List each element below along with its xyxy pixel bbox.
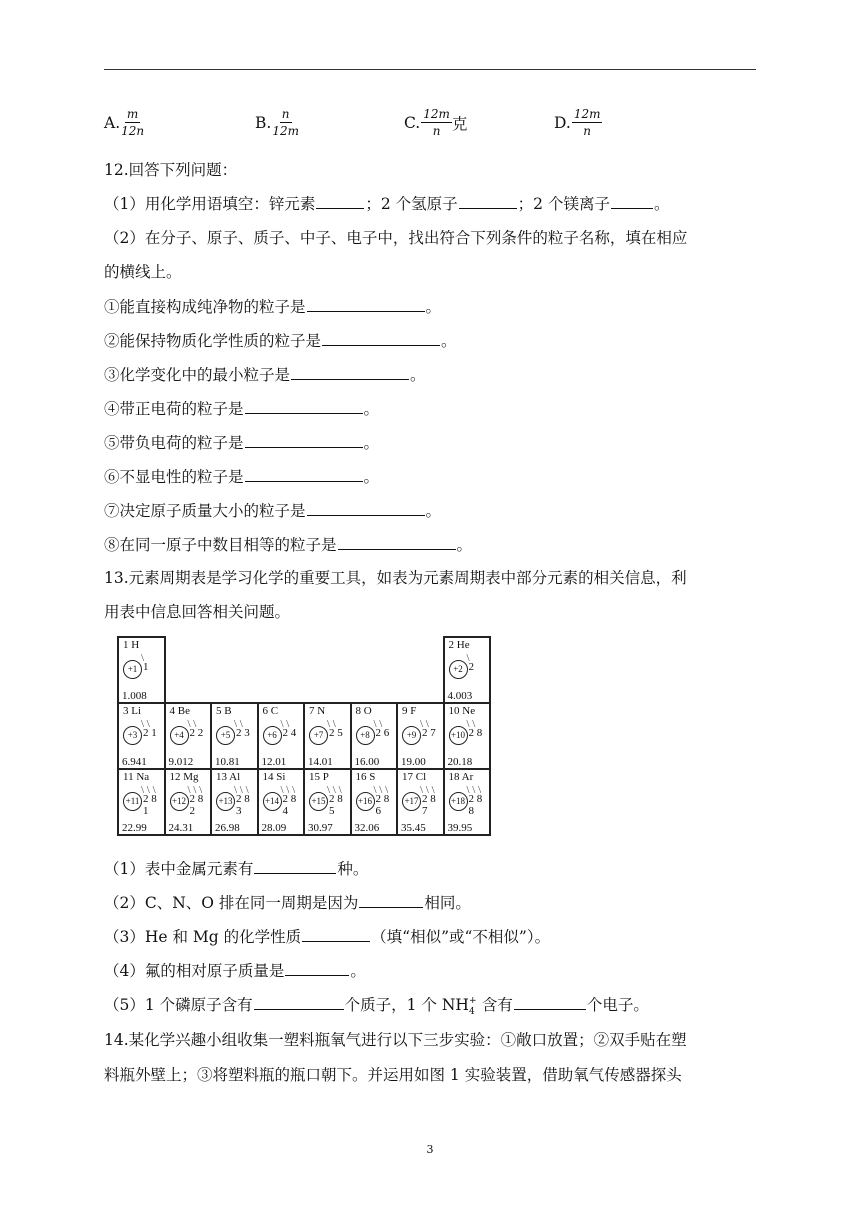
- header-rule: [104, 69, 756, 70]
- text: ⑦决定原子质量大小的粒子是: [104, 502, 306, 520]
- element-symbol: 10 Ne: [448, 705, 476, 717]
- text: 含有: [476, 996, 513, 1014]
- answer-blank[interactable]: [322, 330, 440, 346]
- denominator: n: [432, 124, 441, 138]
- atomic-mass: 16.00: [354, 756, 380, 768]
- electron-shells: 2 8 3: [236, 793, 250, 817]
- fraction: [121, 107, 144, 139]
- atomic-mass: 20.18: [447, 756, 473, 768]
- q13-sub1: [104, 858, 368, 879]
- answer-blank[interactable]: [245, 466, 363, 482]
- shell-arcs: \ \ \: [280, 784, 296, 796]
- q12-item: [104, 364, 426, 385]
- nucleus-circle: +5: [216, 726, 235, 745]
- text: ⑥不显电性的粒子是: [104, 468, 244, 486]
- nucleus-circle: +8: [356, 726, 375, 745]
- electron-shells: 2 7: [422, 727, 436, 739]
- element-symbol: 15 P: [309, 771, 329, 783]
- answer-blank[interactable]: [245, 398, 363, 414]
- element-symbol: 9 F: [402, 705, 417, 717]
- nucleus-circle: +2: [449, 660, 468, 679]
- nucleus-circle: +14: [263, 792, 282, 811]
- electron-shells: 2 1: [143, 727, 157, 739]
- text: ②能保持物质化学性质的粒子是: [104, 332, 322, 350]
- answer-blank[interactable]: [302, 926, 370, 942]
- element-cell-f: [396, 702, 445, 770]
- q12-title: 12.回答下列问题：: [104, 161, 238, 179]
- answer-blank[interactable]: [316, 193, 364, 209]
- element-cell-al: [210, 768, 259, 836]
- atomic-mass: 6.941: [122, 756, 147, 768]
- atomic-mass: 26.98: [215, 822, 240, 834]
- numerator: n: [281, 107, 290, 121]
- denominator: 12m: [272, 124, 299, 138]
- electron-shells: 2 4: [282, 727, 297, 739]
- q12-part2-line2: 的横线上。: [104, 263, 182, 281]
- electron-shells: 2 8 1: [143, 793, 157, 817]
- denominator: n: [583, 124, 591, 138]
- atomic-mass: 24.31: [168, 822, 194, 834]
- text: （3）He 和 Mg 的化学性质: [104, 928, 302, 946]
- electron-shells: 2 6: [375, 727, 390, 739]
- text: （填“相似”或“不相似”）。: [371, 928, 551, 946]
- nucleus-circle: +11: [123, 792, 142, 811]
- option-suffix: 克: [451, 115, 468, 133]
- atomic-mass: 1.008: [122, 690, 147, 702]
- text: 种。: [337, 860, 369, 878]
- element-symbol: 17 Cl: [402, 771, 427, 783]
- answer-blank[interactable]: [254, 994, 344, 1010]
- element-symbol: 14 Si: [262, 771, 286, 783]
- q12-item: [104, 432, 379, 453]
- nucleus-circle: +3: [123, 726, 142, 745]
- ion-scripts: [468, 994, 477, 1017]
- text: 个质子，1 个 NH: [344, 996, 469, 1014]
- nucleus-circle: +9: [402, 726, 421, 745]
- fraction: [272, 107, 299, 139]
- nucleus-circle: +16: [356, 792, 375, 811]
- element-cell-s: [350, 768, 399, 836]
- atomic-mass: 14.01: [308, 756, 333, 768]
- shell-arcs: \ \: [141, 718, 150, 730]
- element-cell-b: [210, 702, 259, 770]
- element-symbol: 16 S: [355, 771, 376, 783]
- element-symbol: 3 Li: [123, 705, 142, 717]
- atomic-mass: 39.95: [447, 822, 473, 834]
- atomic-mass: 12.01: [261, 756, 287, 768]
- text: ；2 个镁离子: [517, 195, 610, 213]
- q12-item: [104, 398, 379, 419]
- element-cell-si: [257, 768, 306, 836]
- element-cell-h: [117, 636, 166, 704]
- electron-shells: 1: [143, 661, 149, 673]
- periodic-table-figure: [117, 636, 489, 834]
- numerator: 12m: [423, 107, 450, 121]
- text: 个电子。: [586, 996, 649, 1014]
- nucleus-circle: +1: [123, 660, 142, 679]
- text: （4）氟的相对原子质量是: [104, 962, 285, 980]
- page-number: 3: [426, 1143, 434, 1156]
- element-symbol: 2 He: [448, 639, 470, 651]
- nucleus-circle: +18: [449, 792, 468, 811]
- electron-shells: 2 8 5: [329, 793, 343, 817]
- numerator: 12m: [573, 107, 601, 121]
- q12-item: [104, 500, 441, 521]
- nucleus-circle: +12: [170, 792, 189, 811]
- element-symbol: 8 O: [355, 705, 372, 717]
- element-cell-p: [303, 768, 352, 836]
- electron-shells: 2 3: [236, 727, 250, 739]
- q14-line1: 14.某化学兴趣小组收集一塑料瓶氧气进行以下三步实验：①敞口放置；②双手贴在塑: [104, 1031, 687, 1049]
- element-symbol: 13 Al: [216, 771, 241, 783]
- element-cell-ar: [443, 768, 492, 836]
- text: 。: [425, 298, 442, 316]
- element-cell-mg: [164, 768, 213, 836]
- text: 。: [363, 400, 380, 418]
- atomic-mass: 4.003: [447, 690, 473, 702]
- q12-item: [104, 330, 457, 351]
- q12-item: [104, 296, 441, 317]
- element-symbol: 12 Mg: [169, 771, 199, 783]
- nucleus-circle: +17: [402, 792, 421, 811]
- answer-blank[interactable]: [514, 994, 586, 1010]
- fraction: [421, 107, 452, 139]
- element-symbol: 11 Na: [123, 771, 150, 783]
- q12-item: [104, 534, 472, 555]
- text: 。: [653, 195, 670, 213]
- electron-shells: 2 8 4: [282, 793, 297, 817]
- text: 。: [363, 434, 380, 452]
- text: （1）用化学用语填空：锌元素: [104, 195, 316, 213]
- nucleus-circle: +6: [263, 726, 282, 745]
- electron-shells: 2 8 8: [468, 793, 483, 817]
- text: 。: [441, 332, 457, 350]
- text: ④带正电荷的粒子是: [104, 400, 244, 418]
- nucleus-circle: +10: [449, 726, 468, 745]
- shell-arcs: \ \ \: [187, 784, 203, 796]
- shell-arcs: \: [141, 652, 145, 664]
- denominator: 12n: [121, 124, 145, 138]
- superscript: +: [468, 996, 477, 1006]
- shell-arcs: \ \ \: [420, 784, 435, 796]
- atomic-mass: 10.81: [215, 756, 240, 768]
- option-letter: C.: [404, 114, 421, 132]
- text: ①能直接构成纯净物的粒子是: [104, 298, 306, 316]
- option-d: [554, 107, 602, 139]
- element-cell-be: [164, 702, 213, 770]
- answer-blank[interactable]: [459, 193, 517, 209]
- element-symbol: 4 Be: [169, 705, 190, 717]
- element-cell-he: [443, 636, 492, 704]
- element-symbol: 5 B: [216, 705, 232, 717]
- text: （2）C、N、O 排在同一周期是因为: [104, 894, 359, 912]
- q13-sub4: [104, 960, 366, 981]
- electron-shells: 2 8 6: [375, 793, 390, 817]
- answer-blank[interactable]: [338, 534, 456, 550]
- element-cell-li: [117, 702, 166, 770]
- text: 。: [410, 366, 426, 384]
- atomic-mass: 35.45: [401, 822, 426, 834]
- atomic-mass: 32.06: [354, 822, 380, 834]
- text: ③化学变化中的最小粒子是: [104, 366, 291, 384]
- element-cell-c: [257, 702, 306, 770]
- shell-arcs: \ \: [234, 718, 243, 730]
- shell-arcs: \ \: [420, 718, 429, 730]
- electron-shells: 2 2: [189, 727, 204, 739]
- q13-line2: 用表中信息回答相关问题。: [104, 603, 291, 621]
- fraction: [572, 107, 603, 139]
- electron-shells: 2 8 2: [189, 793, 204, 817]
- element-symbol: 6 C: [262, 705, 279, 717]
- electron-shells: 2: [468, 661, 474, 673]
- nucleus-circle: +4: [170, 726, 189, 745]
- q14-line2: 料瓶外壁上；③将塑料瓶的瓶口朝下。并运用如图 1 实验装置，借助氧气传感器探头: [104, 1066, 682, 1084]
- atomic-mass: 22.99: [122, 822, 147, 834]
- subscript: 4: [468, 1007, 475, 1017]
- electron-shells: 2 8: [468, 727, 483, 739]
- text: ；2 个氢原子: [365, 195, 458, 213]
- option-c: [404, 107, 467, 139]
- answer-blank[interactable]: [307, 500, 425, 516]
- text: ⑧在同一原子中数目相等的粒子是: [104, 536, 337, 554]
- q13-sub5: [104, 994, 649, 1015]
- electron-shells: 2 8 7: [422, 793, 436, 817]
- text: ⑤带负电荷的粒子是: [104, 434, 244, 452]
- nucleus-circle: +13: [216, 792, 235, 811]
- text: 相同。: [424, 894, 471, 912]
- element-cell-n: [303, 702, 352, 770]
- answer-blank[interactable]: [291, 364, 409, 380]
- atomic-mass: 30.97: [308, 822, 333, 834]
- shell-arcs: \ \ \: [466, 784, 482, 796]
- atomic-mass: 9.012: [168, 756, 194, 768]
- answer-blank[interactable]: [285, 960, 349, 976]
- answer-blank[interactable]: [307, 296, 425, 312]
- shell-arcs: \ \: [280, 718, 290, 730]
- q12-part1: [104, 193, 669, 214]
- answer-blank[interactable]: [245, 432, 363, 448]
- option-letter: A.: [104, 114, 121, 132]
- shell-arcs: \ \ \: [327, 784, 342, 796]
- option-letter: B.: [255, 114, 272, 132]
- element-cell-ne: [443, 702, 492, 770]
- element-symbol: 1 H: [123, 639, 140, 651]
- shell-arcs: \ \: [187, 718, 197, 730]
- element-cell-o: [350, 702, 399, 770]
- electron-shells: 2 5: [329, 727, 343, 739]
- answer-blank[interactable]: [359, 892, 423, 908]
- text: 。: [363, 468, 380, 486]
- shell-arcs: \ \ \: [373, 784, 389, 796]
- atomic-mass: 28.09: [261, 822, 287, 834]
- answer-blank[interactable]: [254, 858, 336, 874]
- q12-item: [104, 466, 379, 487]
- text: 。: [350, 962, 366, 980]
- element-symbol: 18 Ar: [448, 771, 474, 783]
- shell-arcs: \ \: [373, 718, 383, 730]
- text: （1）表中金属元素有: [104, 860, 254, 878]
- text: 。: [456, 536, 473, 554]
- element-cell-cl: [396, 768, 445, 836]
- nucleus-circle: +15: [309, 792, 328, 811]
- shell-arcs: \ \ \: [234, 784, 249, 796]
- option-letter: D.: [554, 114, 571, 132]
- option-a: [104, 107, 144, 139]
- nucleus-circle: +7: [309, 726, 328, 745]
- shell-arcs: \ \: [466, 718, 476, 730]
- shell-arcs: \ \: [327, 718, 336, 730]
- element-cell-na: [117, 768, 166, 836]
- shell-arcs: \ \ \: [141, 784, 156, 796]
- option-b: [255, 107, 299, 139]
- answer-blank[interactable]: [611, 193, 653, 209]
- element-symbol: 7 N: [309, 705, 326, 717]
- q13-line1: 13.元素周期表是学习化学的重要工具，如表为元素周期表中部分元素的相关信息，利: [104, 569, 687, 587]
- shell-arcs: \: [466, 652, 470, 664]
- q13-sub3: [104, 926, 550, 947]
- text: （5）1 个磷原子含有: [104, 996, 253, 1014]
- text: 。: [425, 502, 442, 520]
- numerator: m: [126, 107, 139, 121]
- q13-sub2: [104, 892, 471, 913]
- q12-part2-line1: （2）在分子、原子、质子、中子、电子中，找出符合下列条件的粒子名称，填在相应: [104, 229, 688, 247]
- atomic-mass: 19.00: [401, 756, 426, 768]
